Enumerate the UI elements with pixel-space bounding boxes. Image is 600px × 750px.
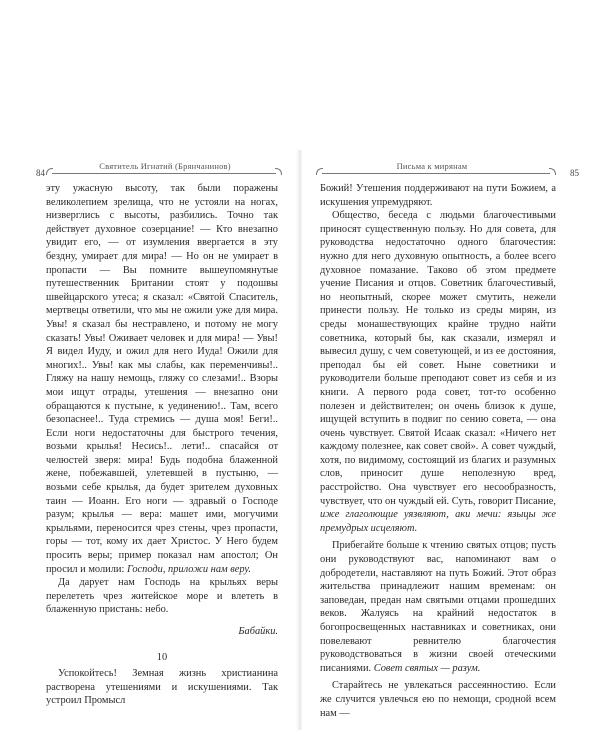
running-head: Письма к мирянам xyxy=(396,161,468,171)
running-head: Святитель Игнатий (Брянчанинов) xyxy=(99,161,231,171)
paragraph: Да дарует нам Господь на крыльях веры перелететь чрез житейское море и влететь в блаженную пристань: небо. xyxy=(46,577,278,616)
italic-quote: Господи, приложи нам веру. xyxy=(126,563,251,575)
header-rule xyxy=(52,173,276,174)
left-page xyxy=(0,0,298,750)
italic-quote: Совет святых — разум. xyxy=(373,662,481,674)
paragraph: Успокойтесь! Земная жизнь христианина растворена утешениями и искушениями. Так устроил Промысл xyxy=(46,668,278,707)
paragraph xyxy=(320,539,556,675)
paragraph xyxy=(46,182,278,576)
right-page xyxy=(302,0,600,750)
page-body xyxy=(320,182,556,720)
paragraph-text: эту ужасную высоту, так были поражены великолепием зрелища, что не устояли на ногах, низверглись с высоты, разбились. Точно так действует духовное созерцание! — Кто внезапно увидит его, — от изумления ввергается в эту бездну, умирает для мира! — Но он не умирает в пропасти — Вы помните вышеупомянутые путешественник Британии стоят у подошвы швейцарского утеса; я сказал: «Святой Спаситель, мертвецы ответили, что мы не ожили уже для мира. Увы! я сказал бы нестравлено, и потому не могу сказать! Увы! Оживает человек и для мира! — Увы! Я видел Иуду, и ожил для него Иуда! Ожили для многих!.. Увы! как мы слабы, как переменчивы!.. Гляжу на нашу немощь, гляжу со слезами!.. Взоры мои ищут отрады, утешения — внезапно они обращаются к пустыне, к уединению!.. Там, всего безопаснее!.. Туда стремись — душа моя! Беги!.. Если ноги недостаточны для быстрого течения, возьми крылья! Несись!.. лети!.. спасайся от челюстей зверя: мира! Будь подобна блаженной жене, побежавшей, улетевшей в пустыню, — возьми себе крылья, да будет зрителем духовных таин — Иоанн. Его ноги — здравый о Господе разум; крылья — вера: машет ими, могучими крыльями, переносится чрез стены, чрез пропасти, горы — тот, кому их дает Христос. У Него будем просить веры; пример показал нам апостол; Он просил и молили: xyxy=(46,183,278,575)
italic-quote: иже глаголющие уязвляют, аки мечи: языцы же премудрых исцеляют. xyxy=(320,509,556,534)
paragraph: Божий! Утешения поддерживают на пути Божием, а искушения упремудряют. xyxy=(320,183,556,208)
paragraph xyxy=(320,209,556,535)
paragraph: Старайтесь не увлекаться рассеянностию. Если же случится увлечься ею по немощи, сродной всем нам — xyxy=(320,680,556,719)
page-number: 85 xyxy=(570,168,579,178)
paragraph-text: Общество, беседа с людьми благочестивыми приносят существенную пользу. Но для совета, для руководства недостаточно одного благочестия: нужно для него духовную опытность, а более всего духовное помазание. Таково об этом предмете учение Писания и отцов. Советник благочестивый, но неопытный, скорее может смутить, нежели принести пользу. Не только из среды мирян, из среды монашествующих крайне трудно найти советника, который бы, как сказали, измерял и вывесил душу, с чем советующей, и из ее достояния, преподал бы ей совет. Ныне советники и руководители больше преподают совет из себя и из книги. А первого рода совет, тот-то особенно полезен и действителен; он очень близок к душе, ищущей вступить в подвиг по сению совета, — она очень чувствует. Святой Исаак сказал: «Ничего нет каждому полезнее, как совет свой». А совет чуждый, хотя, по видимому, состоящий из благих и разумных слов, приносит душе неполезную вред, расстройство. Она чувствует его несообразность, чувствует, что он чуждый ей. Суть, говорит Писание, xyxy=(320,210,556,507)
page-number: 84 xyxy=(36,168,45,178)
section-number: 10 xyxy=(156,651,168,663)
signature: Бабайки. xyxy=(238,626,278,637)
paragraph-text: Прибегайте больше к чтению святых отцов; пусть они руководствуют вас, напоминают вам о добродетели, наставляют на путь Божий. Этот образ жительства принадлежит нашим временам: он заповедан, предан нам святыми отцами прошедших веков. Жалуясь на крайний недостаток в богопросвещенных наставниках и советниках, они повелевают ревнителю благочестия руководствоваться в жизни своей отеческими писаниями. xyxy=(320,540,556,674)
header-rule xyxy=(322,173,550,174)
page-body xyxy=(46,182,278,708)
